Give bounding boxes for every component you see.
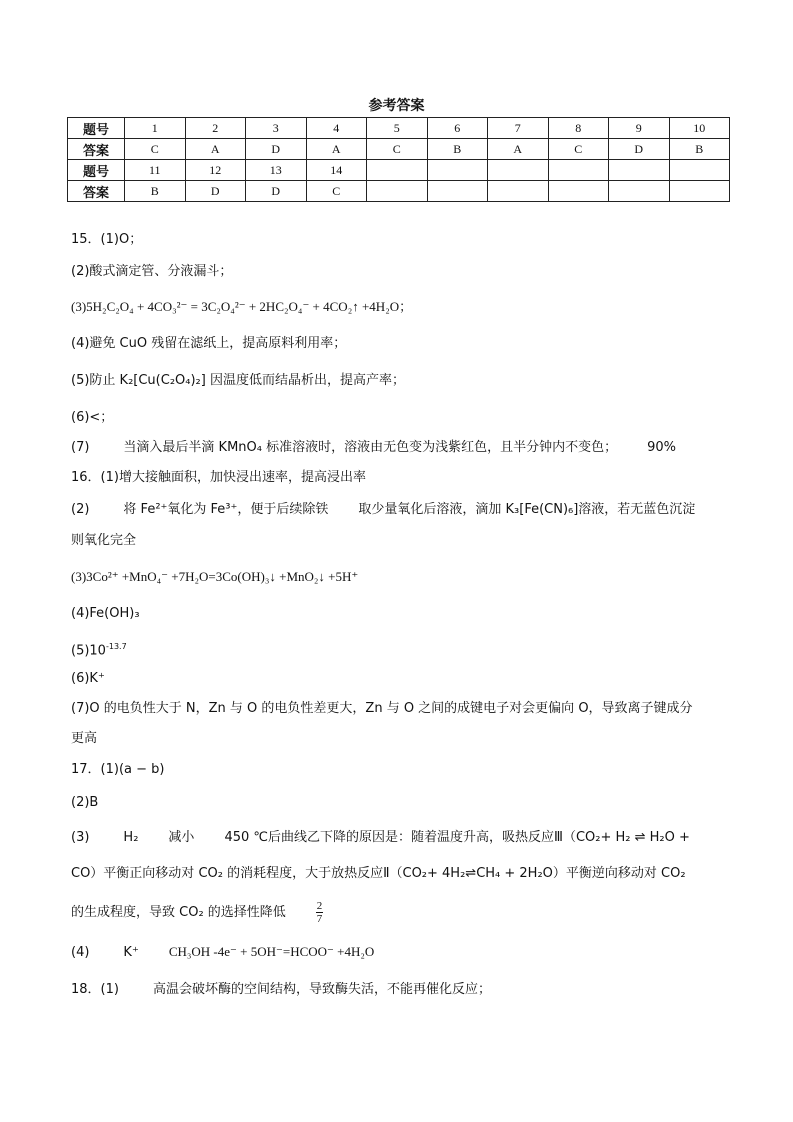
- q17-part-3-reason-end: 的生成程度，导致 CO₂ 的选择性降低: [71, 905, 286, 920]
- table-cell: [548, 160, 609, 181]
- table-cell: [367, 181, 428, 202]
- q18-part-1-text: 高温会破坏酶的空间结构，导致酶失活，不能再催化反应；: [152, 982, 491, 997]
- table-cell: [427, 181, 488, 202]
- table-cell: B: [427, 139, 488, 160]
- table-cell: 9: [609, 118, 670, 139]
- page-title: 参考答案: [368, 98, 425, 114]
- q16-line-4: (4)Fe(OH)₃: [71, 606, 140, 621]
- table-cell: C: [125, 139, 186, 160]
- table-cell: A: [185, 139, 246, 160]
- table-cell: [669, 181, 730, 202]
- q15-line-1: 15．(1)O；: [71, 232, 143, 247]
- table-cell: 2: [185, 118, 246, 139]
- q18-part-1-label: 18．(1): [71, 982, 119, 997]
- q15-line-5: (5)防止 K₂[Cu(C₂O₄)₂] 因温度低而结晶析出，提高产率；: [71, 373, 405, 388]
- table-cell: [427, 160, 488, 181]
- table-cell: 5: [367, 118, 428, 139]
- table-cell: D: [246, 139, 307, 160]
- q15-line-7: [71, 438, 676, 458]
- table-row: [68, 139, 730, 160]
- q17-line-1: 17．(1)(a − b): [71, 762, 165, 777]
- q17-part-3-gas: H₂: [123, 830, 139, 845]
- table-cell: 11: [125, 160, 186, 181]
- q16-part-5-exponent: -13.7: [105, 642, 127, 651]
- q16-line-2-cont: 则氧化完全: [71, 533, 137, 548]
- q17-line-5: [71, 900, 323, 925]
- table-row: [68, 160, 730, 181]
- q16-line-7-cont: 更高: [71, 731, 98, 746]
- row-header: 题号: [68, 118, 125, 139]
- table-cell: 13: [246, 160, 307, 181]
- table-cell: 12: [185, 160, 246, 181]
- q15-line-2: (2)酸式滴定管、分液漏斗；: [71, 264, 233, 279]
- table-row: [68, 181, 730, 202]
- table-cell: 4: [306, 118, 367, 139]
- row-header: 答案: [68, 181, 125, 202]
- q17-line-4: CO）平衡正向移动对 CO₂ 的消耗程度，大于放热反应Ⅱ（CO₂+ 4H₂⇌CH₄ + 2H₂O）平衡逆向移动对 CO₂: [71, 866, 686, 881]
- q17-part-4-label: (4): [71, 945, 90, 960]
- table-cell: 7: [488, 118, 549, 139]
- table-cell: D: [185, 181, 246, 202]
- table-cell: C: [367, 139, 428, 160]
- q15-line-6: (6)<；: [71, 410, 114, 425]
- q16-line-6: (6)K⁺: [71, 671, 105, 686]
- table-cell: B: [125, 181, 186, 202]
- q18-line-1: [71, 980, 491, 1000]
- q15-part-7-label: (7): [71, 440, 90, 455]
- answer-table: [67, 117, 730, 202]
- table-cell: [669, 160, 730, 181]
- table-cell: 10: [669, 118, 730, 139]
- table-cell: A: [488, 139, 549, 160]
- q17-part-3-label: (3): [71, 830, 90, 845]
- q16-line-2: [71, 500, 695, 520]
- table-cell: [609, 160, 670, 181]
- q15-part-7-value: 90%: [647, 440, 677, 455]
- fraction-numerator: 2: [316, 900, 323, 912]
- q17-part-4-equation: CH₃OH -4e⁻ + 5OH⁻=HCOO⁻ +4H₂O: [168, 944, 375, 959]
- q16-part-5-base: (5)10: [71, 643, 106, 659]
- table-cell: [609, 181, 670, 202]
- q16-part-2-label: (2): [71, 502, 90, 517]
- q17-line-3: [71, 828, 690, 848]
- q17-part-3-reason: 450 ℃后曲线乙下降的原因是：随着温度升高，吸热反应Ⅲ（CO₂+ H₂ ⇌ H₂O +: [224, 830, 690, 845]
- table-cell: 3: [246, 118, 307, 139]
- table-cell: D: [246, 181, 307, 202]
- q16-part-2-method: 取少量氧化后溶液，滴加 K₃[Fe(CN)₆]溶液，若无蓝色沉淀: [358, 502, 696, 517]
- q17-part-3-trend: 减小: [168, 830, 195, 845]
- q15-equation: (3)5H₂C₂O₄ + 4CO₃²⁻ = 3C₂O₄²⁻ + 2HC₂O₄⁻ + 4CO₂↑ +4H₂O；: [71, 299, 413, 314]
- q15-line-4: (4)避免 CuO 残留在滤纸上，提高原料利用率；: [71, 336, 347, 351]
- fraction-denominator: 7: [316, 913, 323, 925]
- table-cell: [488, 181, 549, 202]
- table-cell: [488, 160, 549, 181]
- table-cell: 6: [427, 118, 488, 139]
- table-cell: 1: [125, 118, 186, 139]
- q16-part-2-text: 将 Fe²⁺氧化为 Fe³⁺，便于后续除铁: [123, 502, 329, 517]
- q16-line-5: [71, 637, 127, 661]
- q17-line-2: (2)B: [71, 795, 99, 810]
- row-header: 答案: [68, 139, 125, 160]
- q17-part-4-ion: K⁺: [123, 945, 139, 960]
- table-cell: 8: [548, 118, 609, 139]
- table-cell: 14: [306, 160, 367, 181]
- q15-part-7-text: 当滴入最后半滴 KMnO₄ 标准溶液时，溶液由无色变为浅紫红色，且半分钟内不变色；: [123, 440, 618, 455]
- q17-line-6: [71, 942, 374, 963]
- table-cell: A: [306, 139, 367, 160]
- table-cell: [548, 181, 609, 202]
- table-cell: [367, 160, 428, 181]
- table-cell: C: [306, 181, 367, 202]
- table-cell: B: [669, 139, 730, 160]
- q16-line-1: 16．(1)增大接触面积，加快浸出速率，提高浸出率: [71, 470, 366, 485]
- table-row: [68, 118, 730, 139]
- row-header: 题号: [68, 160, 125, 181]
- q16-line-7: (7)O 的电负性大于 N，Zn 与 O 的电负性差更大，Zn 与 O 之间的成键电子对会更偏向 O，导致离子键成分: [71, 701, 693, 716]
- table-cell: C: [548, 139, 609, 160]
- q16-equation: (3)3Co²⁺ +MnO₄⁻ +7H₂O=3Co(OH)₃↓ +MnO₂↓ +5H⁺: [71, 569, 359, 584]
- q17-fraction: [316, 900, 324, 925]
- table-cell: D: [609, 139, 670, 160]
